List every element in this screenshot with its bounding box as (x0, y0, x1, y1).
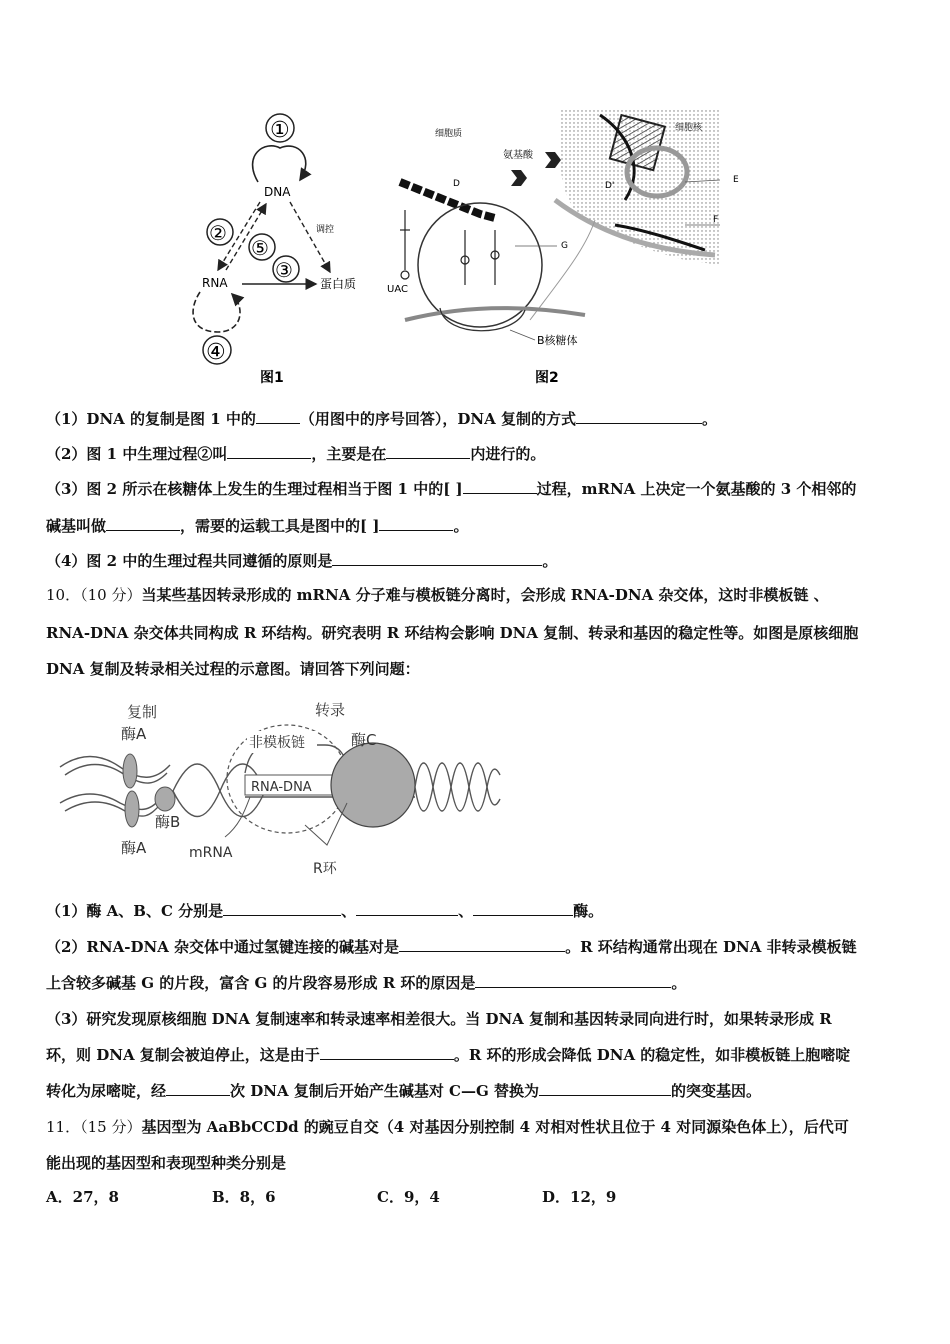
q10-a5a: 环，则 DNA 复制会被迫停止，这是由于 (46, 1046, 320, 1064)
hybrid-label: RNA-DNA (251, 780, 312, 795)
q9-l1c: 。 (702, 410, 718, 428)
trna-middle (461, 230, 469, 285)
mrna-strand (405, 308, 585, 320)
q10-a3a: 上含较多碱基 G 的片段，富含 G 的片段容易形成 R 环的原因是 (46, 974, 476, 992)
q10-a2b: 。R 环结构通常出现在 DNA 非转录模板链 (565, 938, 857, 956)
q10-a6c: 的突变基因。 (671, 1082, 762, 1100)
enzyme-a-top (123, 754, 137, 788)
enzyme-a-top-label: 酶A (121, 725, 147, 743)
q11-option-b[interactable]: B．8，6 (212, 1188, 276, 1206)
q11-line-1 (46, 1116, 849, 1138)
amino-acid-1 (511, 170, 527, 186)
q10-answer-5 (46, 1044, 850, 1066)
enzyme-c (331, 743, 415, 827)
process-3-label: ③ (275, 258, 293, 282)
q11-option-d[interactable]: D．12，9 (542, 1188, 617, 1206)
q10-a1c: 、 (458, 902, 474, 920)
pointer-ribosome (510, 330, 535, 340)
q10-s3: DNA 复制及转录相关过程的示意图。请回答下列问题： (46, 660, 420, 678)
q9-line-4 (46, 515, 468, 537)
q9-blank-1[interactable] (256, 409, 300, 424)
q9-l2c: 内进行的。 (470, 445, 546, 463)
rna-replication-loop (193, 292, 240, 332)
enzyme-a-bottom-label: 酶A (121, 839, 147, 857)
q10-a2a: （2）RNA-DNA 杂交体中通过氢键连接的碱基对是 (46, 938, 400, 956)
replication-loop (253, 146, 306, 182)
q10-figure (55, 695, 505, 885)
process-1-label: ① (270, 118, 290, 143)
replication-strand-bottom-1 (60, 794, 160, 809)
q11-s2: 能出现的基因型和表现型种类分别是 (46, 1154, 287, 1172)
enzyme-b-label: 酶B (155, 813, 181, 831)
q9-l1a: （1）DNA 的复制是图 1 中的 (46, 410, 256, 428)
q9-l4c: 。 (453, 517, 469, 535)
label-F: F (713, 215, 719, 225)
replication-strand-top-2 (65, 765, 167, 784)
figure-2 (385, 110, 739, 390)
q10-line-2 (46, 622, 858, 644)
figure-1 (180, 110, 360, 390)
label-D: D (453, 179, 460, 189)
q9-l4a: 碱基叫做 (46, 517, 107, 535)
q10-blank-4[interactable] (399, 937, 565, 952)
q10-s2: RNA-DNA 杂交体共同构成 R 环结构。研究表明 R 环结构会影响 DNA 复制、转录和基因的稳定性等。如图是原核细胞 (46, 624, 859, 642)
q10-a4a: （3）研究发现原核细胞 DNA 复制速率和转录速率相差很大。当 DNA 复制和基因转录同向进行时，如果转录形成 R (46, 1010, 832, 1028)
figure-2-caption: 图2 (535, 370, 559, 386)
q10-a5b: 。R 环的形成会降低 DNA 的稳定性，如非模板链上胞嘧啶 (453, 1046, 851, 1064)
figure-1-caption: 图1 (260, 370, 284, 386)
q10-a6b: 次 DNA 复制后开始产生碱基对 C—G 替换为 (230, 1082, 540, 1100)
q9-l2b: ，主要是在 (311, 445, 387, 463)
process-4-label: ④ (206, 340, 226, 365)
q10-s1: 当某些基因转录形成的 mRNA 分子难与模板链分离时，会形成 RNA-DNA 杂交体，这时非模板链 、 (141, 586, 829, 604)
q11-line-2 (46, 1152, 286, 1174)
enzyme-c-label: 酶C (351, 731, 377, 749)
q9-blank-6[interactable] (106, 516, 180, 531)
q9-blank-8[interactable] (332, 551, 542, 566)
cytoplasm-label: 细胞质 (435, 129, 463, 139)
protein-node: 蛋白质 (320, 277, 357, 291)
q9-line-5 (46, 550, 557, 572)
amino-acid-label: 氨基酸 (503, 150, 533, 161)
q10-line-3 (46, 658, 420, 680)
amino-acid-2 (545, 152, 561, 168)
trna-left (400, 210, 410, 279)
q9-line-2 (46, 443, 545, 465)
mrna-label: mRNA (189, 845, 233, 861)
q11-option-a[interactable]: A．27，8 (46, 1188, 119, 1206)
q10-blank-3[interactable] (473, 901, 573, 916)
ribosome-label: B核糖体 (537, 334, 578, 347)
q9-l3a: （3）图 2 所示在核糖体上发生的生理过程相当于图 1 中的[ ] (46, 480, 463, 498)
q10-answer-2 (46, 936, 857, 958)
q11-option-c[interactable]: C．9，4 (377, 1188, 440, 1206)
q10-blank-2[interactable] (356, 901, 458, 916)
regulate-label: 调控 (316, 225, 335, 235)
q10-blank-6[interactable] (320, 1045, 454, 1060)
q10-blank-7[interactable] (166, 1081, 230, 1096)
q9-l2a: （2）图 1 中生理过程②叫 (46, 445, 228, 463)
q10-blank-1[interactable] (223, 901, 341, 916)
enzyme-a-bottom (125, 791, 139, 827)
mrna-pointer (225, 797, 250, 837)
transcription-label: 转录 (315, 701, 346, 719)
replication-strand-top-1 (60, 757, 170, 778)
process-5-label: ⑤ (251, 236, 269, 260)
replication-label: 复制 (127, 703, 158, 721)
q10-answer-3 (46, 972, 686, 994)
q9-l5b: 。 (542, 552, 558, 570)
label-E: E (733, 175, 739, 185)
enzyme-b (155, 787, 175, 811)
q9-line-3 (46, 478, 856, 500)
process-2-label: ② (209, 221, 227, 245)
q11-s1: 基因型为 AaBbCCDd 的豌豆自交（4 对基因分别控制 4 对相对性状且位于 4 对同源染色体上），后代可 (141, 1118, 849, 1136)
rna-node: RNA (202, 276, 228, 290)
dna-node: DNA (264, 185, 291, 199)
q10-a6a: 转化为尿嘧啶，经 (46, 1082, 167, 1100)
q10-answer-1 (46, 900, 603, 922)
q9-blank-3[interactable] (227, 444, 311, 459)
q9-blank-4[interactable] (386, 444, 470, 459)
nucleus-label: 细胞核 (675, 123, 703, 133)
q10-blank-8[interactable] (539, 1081, 671, 1096)
q10-answer-4 (46, 1008, 832, 1030)
q11-number: 11．（15 分） (46, 1118, 142, 1136)
dna-helix-right-2 (415, 763, 500, 811)
uac-label: UAC (387, 284, 408, 295)
q9-l4b: ，需要的运载工具是图中的[ ] (180, 517, 380, 535)
trna-right (491, 230, 499, 285)
r-loop-label: R环 (313, 861, 337, 877)
label-G: G (561, 241, 568, 251)
q10-a1b: 、 (341, 902, 357, 920)
q10-a3b: 。 (671, 974, 687, 992)
q9-blank-5[interactable] (463, 479, 537, 494)
q9-blank-7[interactable] (379, 516, 453, 531)
nontemplate-label: 非模板链 (249, 735, 305, 751)
q9-l1b: （用图中的序号回答），DNA 复制的方式 (299, 410, 576, 428)
label-Dp: D' (605, 181, 615, 191)
zoom-line (530, 220, 595, 320)
q10-a1a: （1）酶 A、B、C 分别是 (46, 902, 224, 920)
q10-blank-5[interactable] (475, 973, 671, 988)
q10-a1d: 酶。 (573, 902, 604, 920)
q9-l3b: 过程，mRNA 上决定一个氨基酸的 3 个相邻的 (536, 480, 857, 498)
q9-line-1 (46, 408, 717, 430)
q9-blank-2[interactable] (576, 409, 702, 424)
q10-line-1 (46, 584, 829, 606)
q10-answer-6 (46, 1080, 761, 1102)
q10-number: 10．（10 分） (46, 586, 142, 604)
q9-l5a: （4）图 2 中的生理过程共同遵循的原则是 (46, 552, 333, 570)
